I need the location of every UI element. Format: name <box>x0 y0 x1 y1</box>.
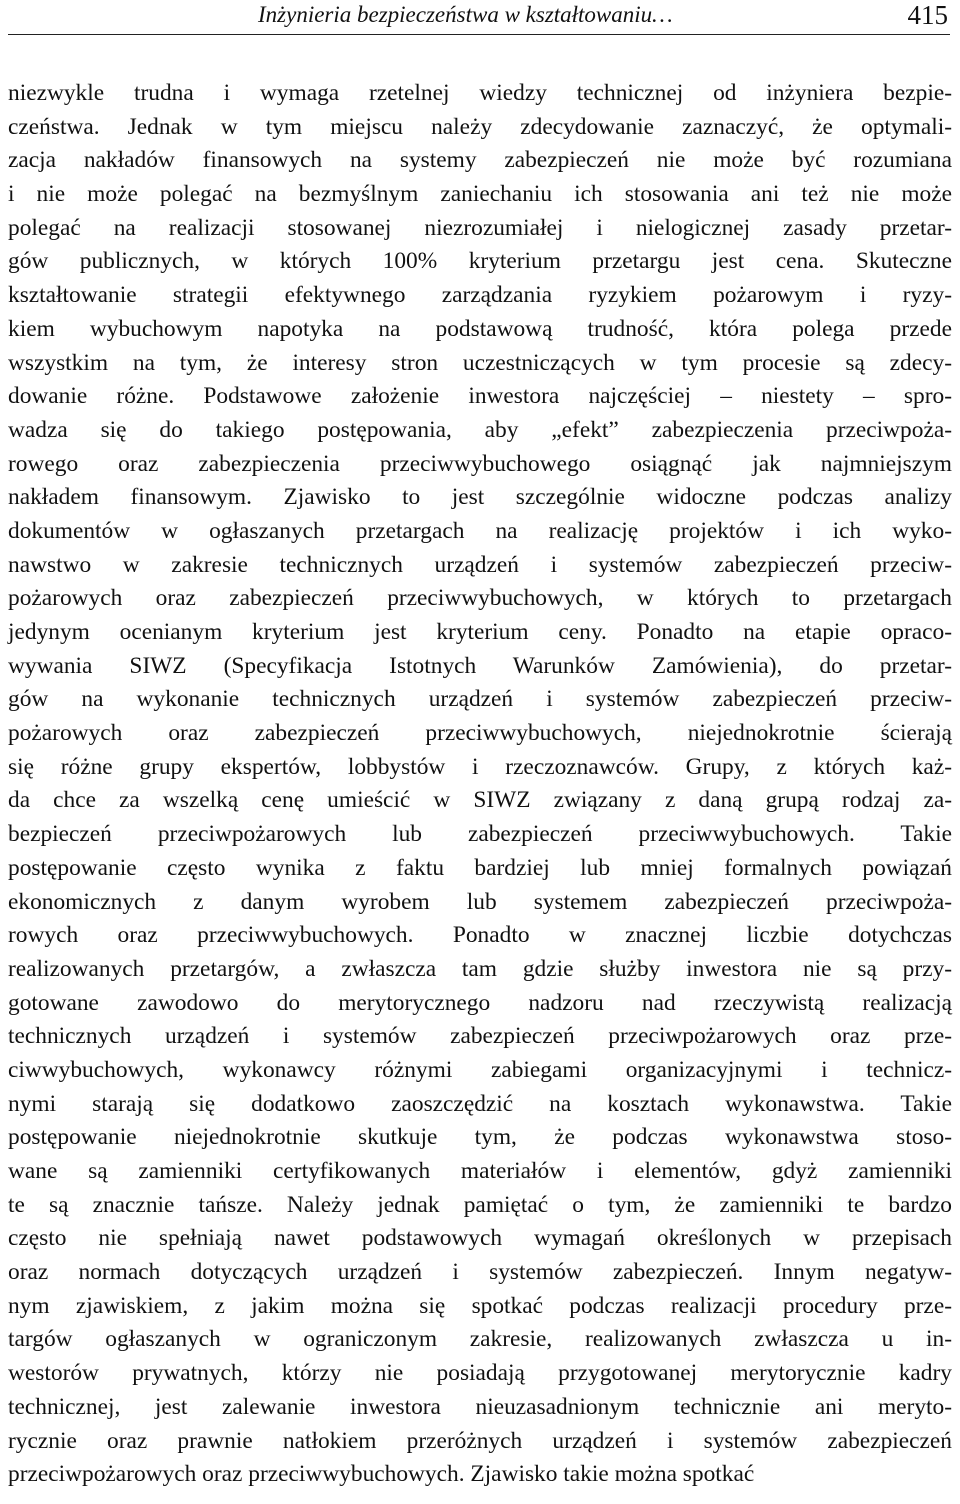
text-line: targów ogłaszanych w ograniczonym zakresie, realizowanych zwłaszcza u in- <box>8 1326 952 1353</box>
text-line: nym zjawiskiem, z jakim można się spotkać podczas realizacji procedury prze- <box>8 1292 952 1319</box>
text-line: gów na wykonanie technicznych urządzeń i systemów zabezpieczeń przeciw- <box>8 686 952 713</box>
text-line: wane są zamienniki certyfikowanych materiałów i elementów, gdyż zamienniki <box>8 1158 952 1184</box>
text-line: niezwykle trudna i wymaga rzetelnej wiedzy technicznej od inżyniera bezpie- <box>8 80 952 106</box>
running-header <box>8 0 950 35</box>
page-number: 415 <box>907 0 948 30</box>
text-line: postępowanie niejednokrotnie skutkuje tym, że podczas wykonawstwa stoso- <box>8 1124 952 1151</box>
running-title: Inżynieria bezpieczeństwa w kształtowaniu… <box>258 2 673 27</box>
text-line: westorów prywatnych, którzy nie posiadają przygotowanej merytorycznie kadry <box>8 1360 952 1387</box>
text-line: dowanie różne. Podstawowe założenie inwestora najczęściej – niestety – spro- <box>8 383 952 410</box>
text-line: da chce za wszelką cenę umieścić w SIWZ związany z daną grupą rodzaj za- <box>8 787 952 814</box>
text-line: ekonomicznych z danym wyrobem lub systemem zabezpieczeń przeciwpoża- <box>8 888 952 915</box>
text-line: się różne grupy ekspertów, lobbystów i rzeczoznawców. Grupy, z których każ- <box>8 753 952 780</box>
text-line: ciwwybuchowych, wykonawcy różnymi zabiegami organizacyjnymi i technicz- <box>8 1056 952 1083</box>
body-paragraph <box>8 77 952 1492</box>
text-line: realizowanych przetargów, a zwłaszcza tam gdzie służby inwestora nie są przy- <box>8 955 952 982</box>
text-line: oraz normach dotyczących urządzeń i systemów zabezpieczeń. Innym negatyw- <box>8 1259 952 1286</box>
text-line: rowych oraz przeciwwybuchowych. Ponadto w znacznej liczbie dotychczas <box>8 922 952 949</box>
text-line: dokumentów w ogłaszanych przetargach na realizację projektów i ich wyko- <box>8 517 952 544</box>
text-line: nymi starają się dodatkowo zaoszczędzić na kosztach wykonawstwa. Takie <box>8 1090 952 1117</box>
text-line: wszystkim na tym, że interesy stron uczestniczących w tym procesie są zdecy- <box>8 349 952 376</box>
text-line: wadza się do takiego postępowania, aby „efekt” zabezpieczenia przeciwpoża- <box>8 416 952 443</box>
text-line: rycznie oraz prawnie natłokiem przeróżnych urządzeń i systemów zabezpieczeń <box>8 1427 952 1454</box>
text-line: bezpieczeń przeciwpożarowych lub zabezpieczeń przeciwwybuchowych. Takie <box>8 821 952 848</box>
text-line: nakładem finansowym. Zjawisko to jest szczególnie widoczne podczas analizy <box>8 484 952 511</box>
text-line: pożarowych oraz zabezpieczeń przeciwwybuchowych, w których to przetargach <box>8 585 952 612</box>
text-line: gów publicznych, w których 100% kryterium przetargu jest cena. Skuteczne <box>8 248 952 275</box>
text-line: technicznych urządzeń i systemów zabezpieczeń przeciwpożarowych oraz prze- <box>8 1023 952 1050</box>
text-line: kształtowanie strategii efektywnego zarządzania ryzykiem pożarowym i ryzy- <box>8 282 952 309</box>
text-line: często nie spełniają nawet podstawowych wymagań określonych w przepisach <box>8 1225 952 1252</box>
text-line: kiem wybuchowym napotyka na podstawową trudność, która polega przede <box>8 315 952 342</box>
text-line: gotowane zawodowo do merytorycznego nadzoru nad rzeczywistą realizacją <box>8 989 952 1016</box>
text-line: jedynym ocenianym kryterium jest kryterium ceny. Ponadto na etapie opraco- <box>8 619 952 645</box>
text-line: rowego oraz zabezpieczenia przeciwwybuchowego osiągnąć jak najmniejszym <box>8 450 952 477</box>
text-line: technicznej, jest zalewanie inwestora nieuzasadnionym technicznie ani meryto- <box>8 1393 952 1420</box>
text-line: pożarowych oraz zabezpieczeń przeciwwybuchowych, niejednokrotnie ścierają <box>8 720 952 747</box>
text-line: czeństwa. Jednak w tym miejscu należy zdecydowanie zaznaczyć, że optymali- <box>8 113 952 140</box>
text-line: zacja nakładów finansowych na systemy zabezpieczeń nie może być rozumiana <box>8 147 952 174</box>
text-line: i nie może polegać na bezmyślnym zaniechaniu ich stosowania ani też nie może <box>8 181 952 208</box>
text-line: nawstwo w zakresie technicznych urządzeń i systemów zabezpieczeń przeciw- <box>8 551 952 578</box>
text-line: postępowanie często wynika z faktu bardziej lub mniej formalnych powiązań <box>8 854 952 881</box>
text-line: te są znacznie tańsze. Należy jednak pamiętać o tym, że zamienniki te bardzo <box>8 1191 952 1218</box>
text-line: wywania SIWZ (Specyfikacja Istotnych Warunków Zamówienia), do przetar- <box>8 652 952 679</box>
text-line: polegać na realizacji stosowanej niezrozumiałej i nielogicznej zasady przetar- <box>8 214 952 241</box>
text-line: przeciwpożarowych oraz przeciwwybuchowych. Zjawisko takie można spotkać <box>8 1461 755 1488</box>
